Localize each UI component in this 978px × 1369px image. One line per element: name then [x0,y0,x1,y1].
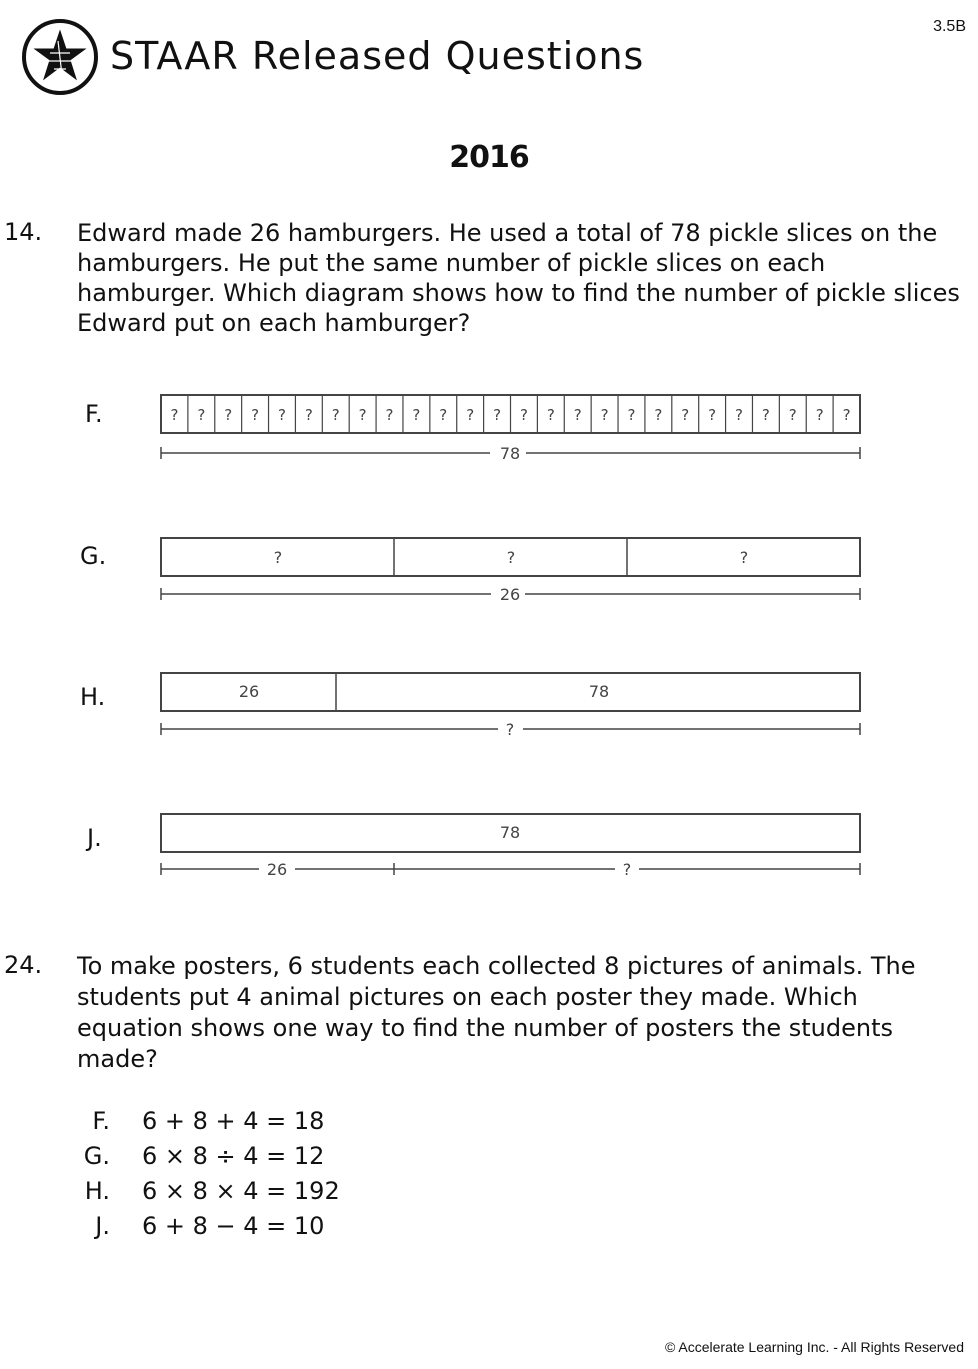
choice-expression: 6 × 8 ÷ 4 = 12 [142,1142,325,1170]
diagram-j [155,811,867,901]
diagram-j-box-label: 78 [499,823,521,842]
diagram-g-box-label: ? [273,548,283,567]
choice-expression: 6 × 8 × 4 = 192 [142,1177,340,1205]
choice-expression: 6 + 8 − 4 = 10 [142,1212,325,1240]
diagram-f-box-label: ? [304,406,313,424]
diagram-f-box-label: ? [493,406,502,424]
logo-star-icon [20,17,100,97]
diagram-f-box-label: ? [519,406,528,424]
diagram-f-box-label: ? [466,406,475,424]
diagram-f-box-label: ? [546,406,555,424]
answer-choice-f [80,1107,480,1137]
answer-choice-g [80,1142,480,1172]
diagram-f-box-label: ? [573,406,582,424]
diagram-f-box-label: ? [815,406,824,424]
choice-expression: 6 + 8 + 4 = 18 [142,1107,325,1135]
diagram-f-box-label: ? [331,406,340,424]
diagram-g [155,535,867,625]
standard-code: 3.5B [933,18,966,35]
diagram-f-box-label: ? [735,406,744,424]
diagram-f-box-label: ? [385,406,394,424]
diagram-h-bracket-label: ? [505,720,515,739]
choice-letter: H. [84,1177,110,1205]
diagram-f-box-label: ? [170,406,179,424]
diagram-j-bracket-label: ? [622,860,632,879]
diagram-f-box-label: ? [197,406,206,424]
diagram-f-box-label: ? [439,406,448,424]
diagram-j-bracket-label: 26 [266,860,288,879]
diagram-f-box-label: ? [761,406,770,424]
diagram-g-box-label: ? [506,548,516,567]
diagram-f-box-label: ? [412,406,421,424]
copyright-footer: © Accelerate Learning Inc. - All Rights Reserved [664,1339,964,1355]
answer-choice-h [80,1177,480,1207]
question-14-number: 14. [4,218,43,246]
question-24-text: To make posters, 6 students each collected 8 pictures of animals. The students put 4 animal pictures on each poster they made. Which equation shows one way to find the number of posters the students made? [77,952,916,1073]
choice-letter: F. [92,1107,110,1135]
diagram-h-box-label: 78 [588,682,610,701]
diagram-f-box-label: ? [251,406,260,424]
option-h-letter: H. [80,683,106,711]
diagram-f-box-label: ? [627,406,636,424]
diagram-h-box-label: 26 [238,682,260,701]
answer-choice-j [80,1212,480,1242]
year-heading: 2016 [449,140,529,175]
diagram-h [155,670,867,760]
diagram-f-box-label: ? [600,406,609,424]
choice-letter: G. [83,1142,110,1170]
question-14-text: Edward made 26 hamburgers. He used a total of 78 pickle slices on the hamburgers. He put the same number of pickle slices on each hamburger. Which diagram shows how to find the number of pickle slices Edward put on each hamburger? [77,219,960,337]
diagram-f [155,392,867,482]
choice-letter: J. [95,1212,110,1240]
diagram-g-box-label: ? [739,548,749,567]
diagram-f-box-label: ? [654,406,663,424]
diagram-f-box-label: ? [681,406,690,424]
diagram-f-box-label: ? [224,406,233,424]
page-title: STAAR Released Questions [110,34,645,78]
option-j-letter: J. [87,824,102,852]
diagram-f-bracket-label: 78 [499,444,521,463]
option-g-letter: G. [80,542,107,570]
option-f-letter: F. [85,400,103,428]
diagram-f-box-label: ? [358,406,367,424]
diagram-f-box-label: ? [708,406,717,424]
diagram-g-bracket-label: 26 [499,585,521,604]
diagram-f-box-label: ? [788,406,797,424]
question-24-number: 24. [4,951,43,979]
diagram-f-box-label: ? [842,406,851,424]
diagram-f-box-label: ? [277,406,286,424]
